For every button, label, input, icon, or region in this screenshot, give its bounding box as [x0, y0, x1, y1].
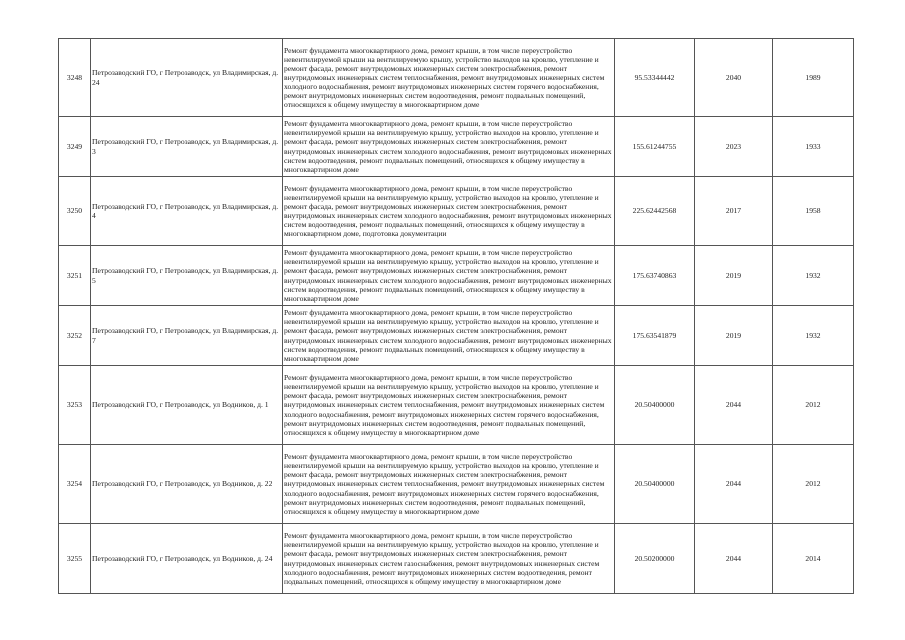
cost-cell: 175.63541879	[615, 306, 695, 366]
works-cell: Ремонт фундамента многоквартирного дома, ремонт крыши, в том числе переустройство невентилируемой крыши на вентилируемую крышу, устройство выходов на кровлю, утепление и ремонт фасада, ремонт внутридомовых инженерных систем электроснабжения, ремонт внутридомовых инженерных систем теплоснабжения, ремонт внутридомовых инженерных систем холодного водоснабжения, ремонт внутридомовых инженерных систем горячего водоснабжения, ремонт внутридомовых инженерных систем водоотведения, ремонт подвальных помещений, относящихся к общему имуществу в многоквартирном доме	[283, 39, 615, 117]
row-number: 3249	[59, 117, 91, 177]
build-year-cell: 1958	[773, 177, 854, 246]
row-number: 3252	[59, 306, 91, 366]
works-cell: Ремонт фундамента многоквартирного дома, ремонт крыши, в том числе переустройство невентилируемой крыши на вентилируемую крышу, устройство выходов на кровлю, утепление и ремонт фасада, ремонт внутридомовых инженерных систем электроснабжения, ремонт внутридомовых инженерных систем холодного водоснабжения, ремонт внутридомовых инженерных систем водоотведения, ремонт подвальных помещений, относящихся к общему имуществу в многоквартирном доме	[283, 246, 615, 306]
build-year-cell: 2012	[773, 445, 854, 524]
address-cell: Петрозаводский ГО, г Петрозаводск, ул Владимирская, д. 24	[91, 39, 283, 117]
plan-year-cell: 2017	[695, 177, 773, 246]
row-number: 3251	[59, 246, 91, 306]
build-year-cell: 1932	[773, 246, 854, 306]
build-year-cell: 1933	[773, 117, 854, 177]
address-cell: Петрозаводский ГО, г Петрозаводск, ул Владимирская, д. 7	[91, 306, 283, 366]
plan-year-cell: 2040	[695, 39, 773, 117]
cost-cell: 95.53344442	[615, 39, 695, 117]
row-number: 3254	[59, 445, 91, 524]
plan-year-cell: 2044	[695, 524, 773, 594]
row-number: 3255	[59, 524, 91, 594]
cost-cell: 225.62442568	[615, 177, 695, 246]
works-cell: Ремонт фундамента многоквартирного дома, ремонт крыши, в том числе переустройство невентилируемой крыши на вентилируемую крышу, устройство выходов на кровлю, утепление и ремонт фасада, ремонт внутридомовых инженерных систем электроснабжения, ремонт внутридомовых инженерных систем газоснабжения, ремонт внутридомовых инженерных систем холодного водоснабжения, ремонт внутридомовых инженерных систем водоотведения, ремонт подвальных помещений, относящихся к общему имуществу в многоквартирном доме	[283, 524, 615, 594]
works-cell: Ремонт фундамента многоквартирного дома, ремонт крыши, в том числе переустройство невентилируемой крыши на вентилируемую крышу, устройство выходов на кровлю, утепление и ремонт фасада, ремонт внутридомовых инженерных систем электроснабжения, ремонт внутридомовых инженерных систем теплоснабжения, ремонт внутридомовых инженерных систем холодного водоснабжения, ремонт внутридомовых инженерных систем горячего водоснабжения, ремонт внутридомовых инженерных систем водоотведения, ремонт подвальных помещений, относящихся к общему имуществу в многоквартирном доме	[283, 366, 615, 445]
works-cell: Ремонт фундамента многоквартирного дома, ремонт крыши, в том числе переустройство невентилируемой крыши на вентилируемую крышу, устройство выходов на кровлю, утепление и ремонт фасада, ремонт внутридомовых инженерных систем электроснабжения, ремонт внутридомовых инженерных систем холодного водоснабжения, ремонт внутридомовых инженерных систем водоотведения, ремонт подвальных помещений, относящихся к общему имуществу в многоквартирном доме	[283, 117, 615, 177]
build-year-cell: 2012	[773, 366, 854, 445]
cost-cell: 20.50400000	[615, 445, 695, 524]
address-cell: Петрозаводский ГО, г Петрозаводск, ул Водников, д. 22	[91, 445, 283, 524]
address-cell: Петрозаводский ГО, г Петрозаводск, ул Водников, д. 24	[91, 524, 283, 594]
address-cell: Петрозаводский ГО, г Петрозаводск, ул Владимирская, д. 4	[91, 177, 283, 246]
cost-cell: 175.63740863	[615, 246, 695, 306]
plan-year-cell: 2044	[695, 366, 773, 445]
plan-year-cell: 2023	[695, 117, 773, 177]
cost-cell: 155.61244755	[615, 117, 695, 177]
table-row	[59, 246, 854, 306]
plan-year-cell: 2044	[695, 445, 773, 524]
cost-cell: 20.50200000	[615, 524, 695, 594]
address-cell: Петрозаводский ГО, г Петрозаводск, ул Владимирская, д. 3	[91, 117, 283, 177]
table-row	[59, 117, 854, 177]
address-cell: Петрозаводский ГО, г Петрозаводск, ул Водников, д. 1	[91, 366, 283, 445]
table-row	[59, 366, 854, 445]
plan-year-cell: 2019	[695, 246, 773, 306]
table-row	[59, 524, 854, 594]
row-number: 3248	[59, 39, 91, 117]
table-row	[59, 177, 854, 246]
plan-year-cell: 2019	[695, 306, 773, 366]
cost-cell: 20.50400000	[615, 366, 695, 445]
row-number: 3253	[59, 366, 91, 445]
works-cell: Ремонт фундамента многоквартирного дома, ремонт крыши, в том числе переустройство невентилируемой крыши на вентилируемую крышу, устройство выходов на кровлю, утепление и ремонт фасада, ремонт внутридомовых инженерных систем электроснабжения, ремонт внутридомовых инженерных систем холодного водоснабжения, ремонт внутридомовых инженерных систем водоотведения, ремонт подвальных помещений, относящихся к общему имуществу в многоквартирном доме, подготовка документации	[283, 177, 615, 246]
address-cell: Петрозаводский ГО, г Петрозаводск, ул Владимирская, д. 5	[91, 246, 283, 306]
table-row	[59, 306, 854, 366]
works-cell: Ремонт фундамента многоквартирного дома, ремонт крыши, в том числе переустройство невентилируемой крыши на вентилируемую крышу, устройство выходов на кровлю, утепление и ремонт фасада, ремонт внутридомовых инженерных систем электроснабжения, ремонт внутридомовых инженерных систем теплоснабжения, ремонт внутридомовых инженерных систем холодного водоснабжения, ремонт внутридомовых инженерных систем горячего водоснабжения, ремонт внутридомовых инженерных систем водоотведения, ремонт подвальных помещений, относящихся к общему имуществу в многоквартирном доме	[283, 445, 615, 524]
build-year-cell: 1932	[773, 306, 854, 366]
table-row	[59, 445, 854, 524]
works-cell: Ремонт фундамента многоквартирного дома, ремонт крыши, в том числе переустройство невентилируемой крыши на вентилируемую крышу, устройство выходов на кровлю, утепление и ремонт фасада, ремонт внутридомовых инженерных систем электроснабжения, ремонт внутридомовых инженерных систем холодного водоснабжения, ремонт внутридомовых инженерных систем водоотведения, ремонт подвальных помещений, относящихся к общему имуществу в многоквартирном доме	[283, 306, 615, 366]
build-year-cell: 1989	[773, 39, 854, 117]
table-row	[59, 39, 854, 117]
row-number: 3250	[59, 177, 91, 246]
build-year-cell: 2014	[773, 524, 854, 594]
capital-repair-table	[58, 38, 854, 594]
